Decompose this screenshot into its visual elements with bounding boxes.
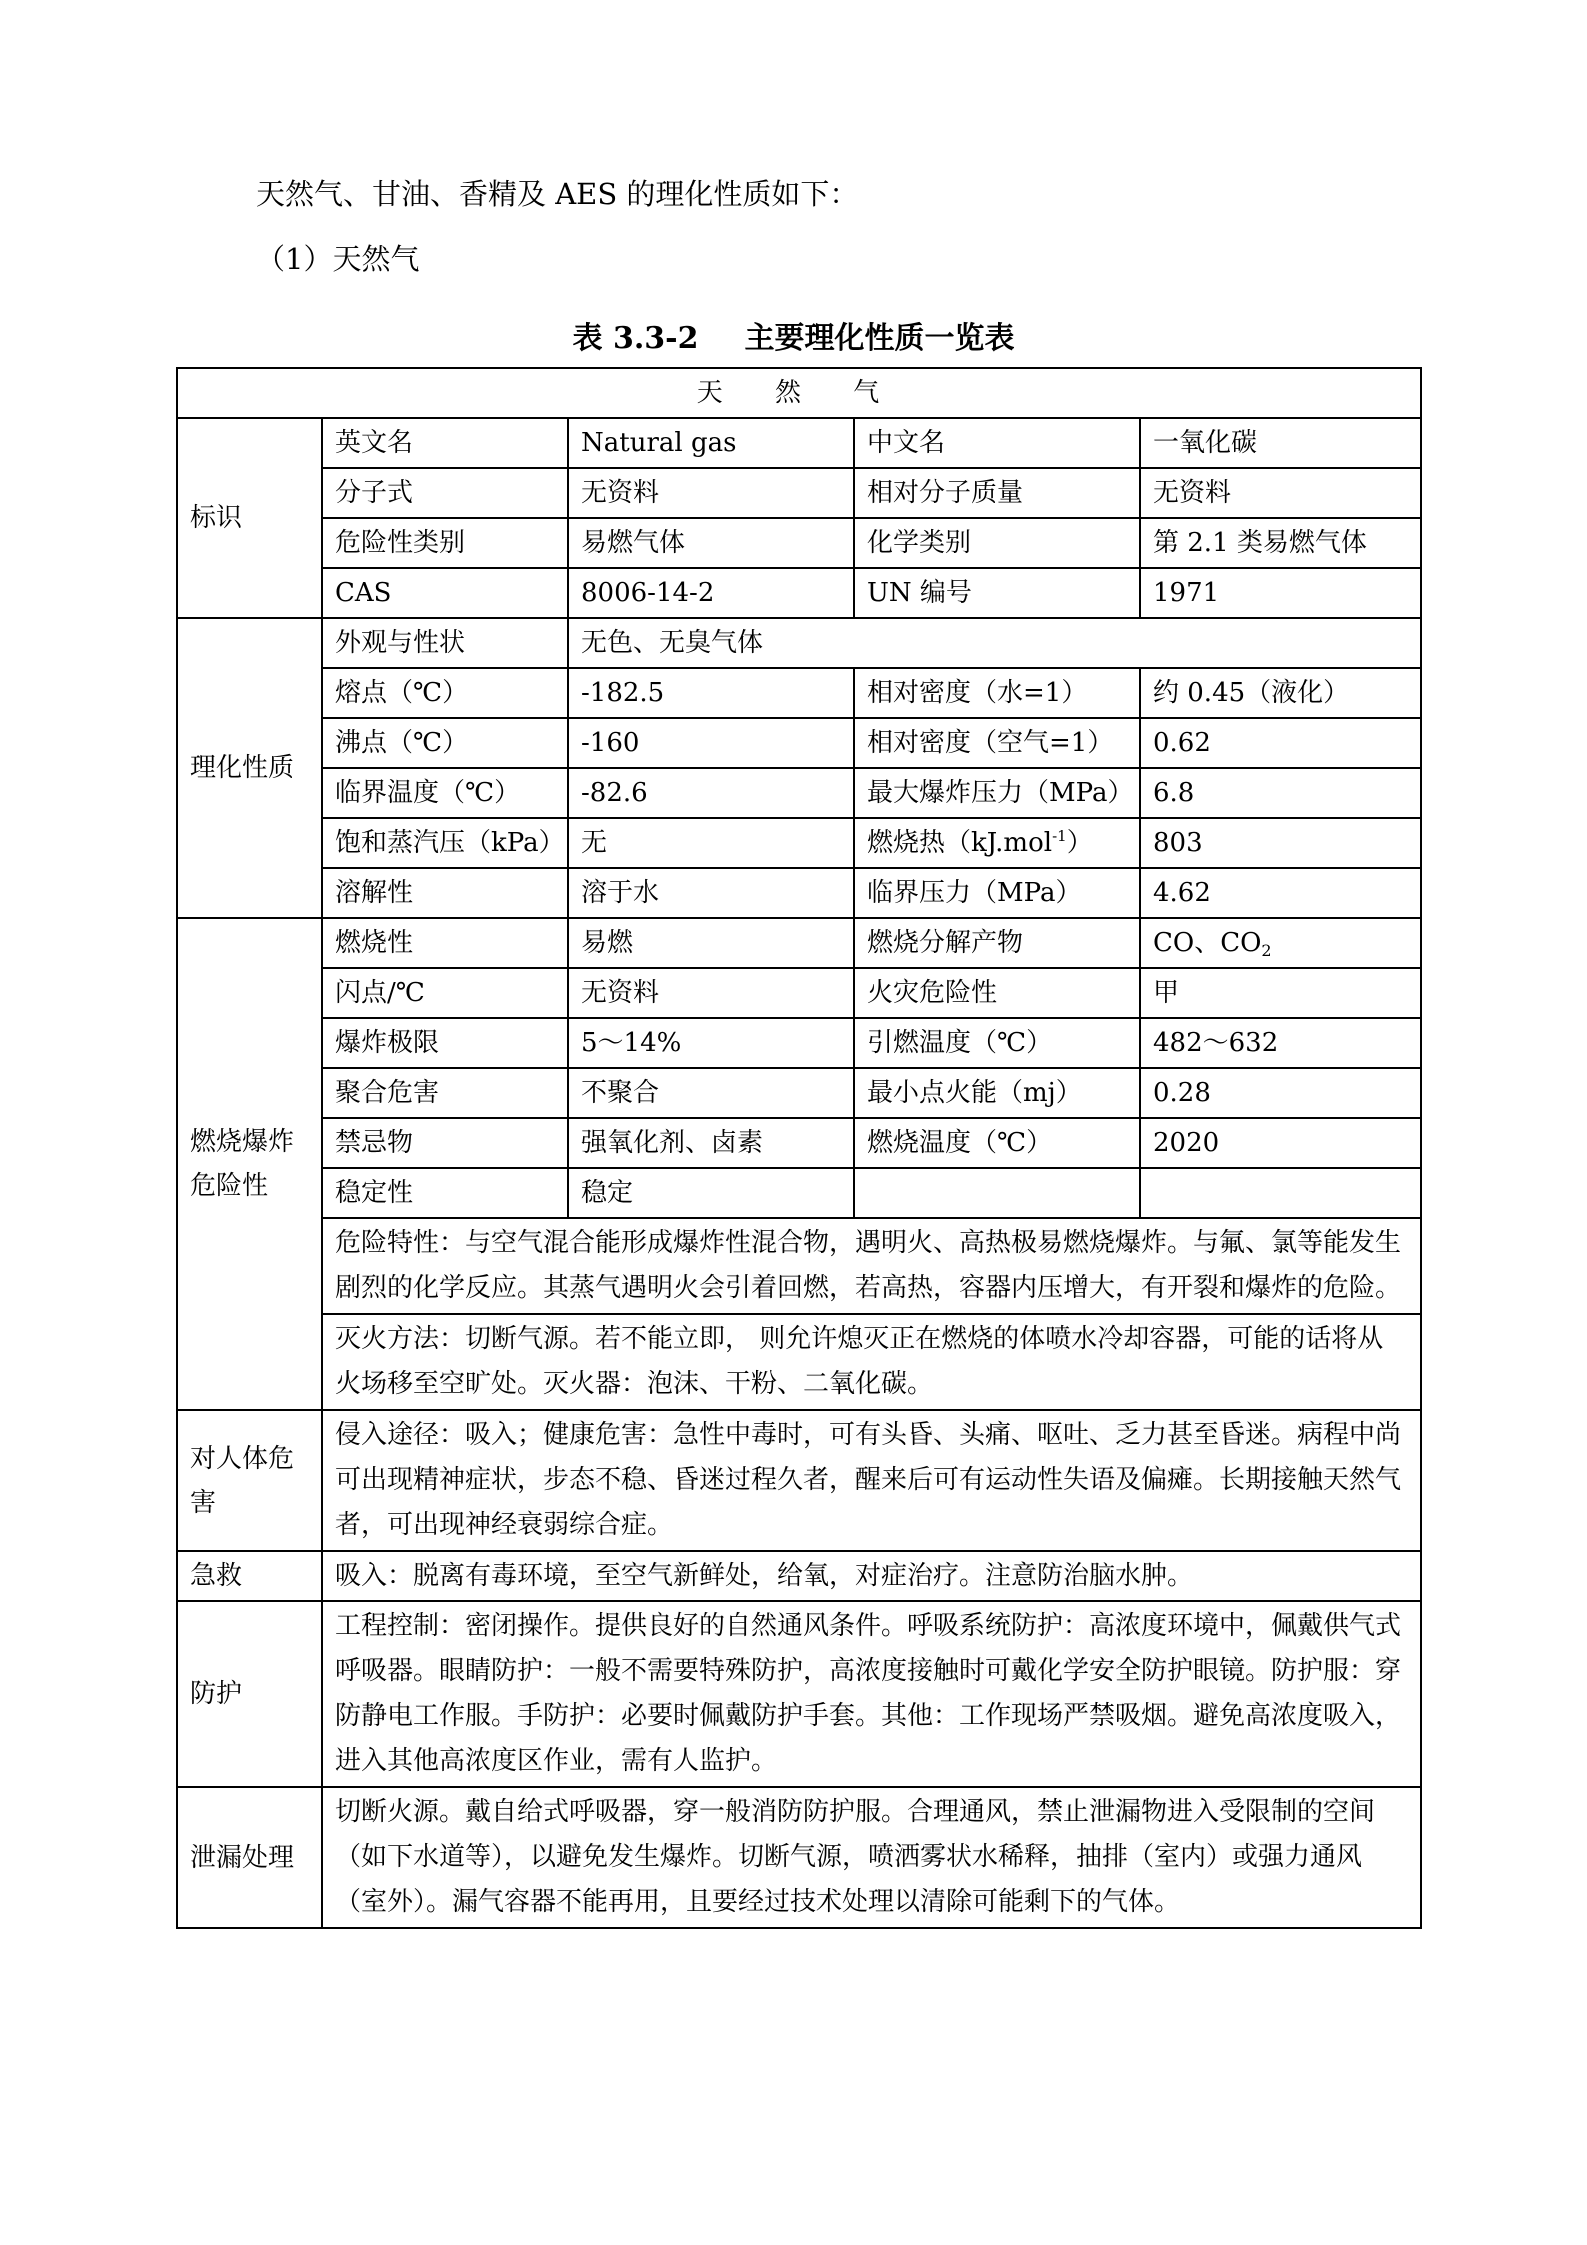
category-protection: 防护	[177, 1601, 322, 1787]
cell-label: 临界压力（MPa）	[854, 868, 1140, 918]
decomp-value-sub: 2	[1261, 941, 1272, 960]
cell-label: 外观与性状	[322, 618, 568, 668]
table-row	[177, 618, 1421, 668]
intro-paragraph: 天然气、甘油、香精及 AES 的理化性质如下：	[256, 177, 859, 211]
cell-label: 分子式	[322, 468, 568, 518]
cell-value: 甲	[1140, 968, 1421, 1018]
table-row	[177, 518, 1421, 568]
cell-label: 化学类别	[854, 518, 1140, 568]
heat-label-prefix: 燃烧热（kJ.mol	[867, 828, 1053, 858]
cell-label: 燃烧性	[322, 918, 568, 968]
table-row	[177, 1314, 1421, 1410]
cell-value: 4.62	[1140, 868, 1421, 918]
table-row	[177, 718, 1421, 768]
table-row	[177, 1118, 1421, 1168]
cell-value: 无色、无臭气体	[568, 618, 1421, 668]
cell-label: 英文名	[322, 418, 568, 468]
cell-label: UN 编号	[854, 568, 1140, 618]
table-row	[177, 1410, 1421, 1551]
cell-label: 中文名	[854, 418, 1140, 468]
table-row	[177, 668, 1421, 718]
cell-label: 危险性类别	[322, 518, 568, 568]
table-row	[177, 1551, 1421, 1601]
cell-label	[854, 818, 1140, 868]
subheading: （1）天然气	[256, 242, 420, 276]
table-row	[177, 468, 1421, 518]
cell-value: 1971	[1140, 568, 1421, 618]
cell-label: 火灾危险性	[854, 968, 1140, 1018]
cell-value: 8006-14-2	[568, 568, 854, 618]
table-row	[177, 1601, 1421, 1787]
category-identification: 标识	[177, 418, 322, 618]
first-aid-text: 吸入：脱离有毒环境，至空气新鲜处，给氧，对症治疗。注意防治脑水肿。	[322, 1551, 1421, 1601]
hazard-properties-text: 危险特性：与空气混合能形成爆炸性混合物，遇明火、高热极易燃烧爆炸。与氟、氯等能发生剧烈的化学反应。其蒸气遇明火会引着回燃，若高热，容器内压增大，有开裂和爆炸的危险。	[322, 1218, 1421, 1314]
category-first-aid: 急救	[177, 1551, 322, 1601]
cell-value: -160	[568, 718, 854, 768]
cell-value: 一氧化碳	[1140, 418, 1421, 468]
cell-label: 相对密度（空气=1）	[854, 718, 1140, 768]
cell-label: 相对密度（水=1）	[854, 668, 1140, 718]
cell-value: Natural gas	[568, 418, 854, 468]
cell-value: 5～14%	[568, 1018, 854, 1068]
cell-value: -182.5	[568, 668, 854, 718]
cell-value: 稳定	[568, 1168, 854, 1218]
table-row	[177, 918, 1421, 968]
cell-label: 引燃温度（℃）	[854, 1018, 1140, 1068]
table-row	[177, 418, 1421, 468]
cell-label: 溶解性	[322, 868, 568, 918]
properties-table	[176, 367, 1422, 1929]
cell-label: 闪点/℃	[322, 968, 568, 1018]
table-row	[177, 1787, 1421, 1928]
empty-cell	[854, 1168, 1140, 1218]
table-caption	[0, 313, 1587, 357]
cell-label: 燃烧分解产物	[854, 918, 1140, 968]
cell-value	[1140, 918, 1421, 968]
extinguishing-method-text: 灭火方法：切断气源。若不能立即， 则允许熄灭正在燃烧的体喷水冷却容器，可能的话将从火场移至空旷处。灭火器：泡沫、干粉、二氧化碳。	[322, 1314, 1421, 1410]
table-row	[177, 1068, 1421, 1118]
cell-value: 803	[1140, 818, 1421, 868]
table-caption-number: 表 3.3-2	[572, 321, 699, 356]
cell-label: 燃烧温度（℃）	[854, 1118, 1140, 1168]
protection-text: 工程控制：密闭操作。提供良好的自然通风条件。呼吸系统防护：高浓度环境中，佩戴供气式呼吸器。眼睛防护：一般不需要特殊防护，高浓度接触时可戴化学安全防护眼镜。防护服：穿防静电工作服。手防护：必要时佩戴防护手套。其他：工作现场严禁吸烟。避免高浓度吸入，进入其他高浓度区作业，需有人监护。	[322, 1601, 1421, 1787]
cell-value: 强氧化剂、卤素	[568, 1118, 854, 1168]
cell-label: 熔点（℃）	[322, 668, 568, 718]
table-row	[177, 868, 1421, 918]
cell-value: 易燃气体	[568, 518, 854, 568]
heat-label-sup: -1	[1052, 827, 1067, 845]
table-row	[177, 768, 1421, 818]
cell-label: 临界温度（℃）	[322, 768, 568, 818]
cell-label: CAS	[322, 568, 568, 618]
cell-value: 约 0.45（液化）	[1140, 668, 1421, 718]
cell-value: 2020	[1140, 1118, 1421, 1168]
category-health: 对人体危害	[177, 1410, 322, 1551]
table-row	[177, 818, 1421, 868]
cell-label: 饱和蒸汽压（kPa）	[322, 818, 568, 868]
cell-label: 沸点（℃）	[322, 718, 568, 768]
cell-value: 无	[568, 818, 854, 868]
table-caption-text: 主要理化性质一览表	[744, 321, 1015, 356]
cell-value: -82.6	[568, 768, 854, 818]
cell-value: 无资料	[1140, 468, 1421, 518]
cell-label: 最大爆炸压力（MPa）	[854, 768, 1140, 818]
health-hazard-text: 侵入途径：吸入；健康危害：急性中毒时，可有头昏、头痛、呕吐、乏力甚至昏迷。病程中尚可出现精神症状，步态不稳、昏迷过程久者，醒来后可有运动性失语及偏瘫。长期接触天然气者，可出现神经衰弱综合症。	[322, 1410, 1421, 1551]
table-row	[177, 568, 1421, 618]
category-leak: 泄漏处理	[177, 1787, 322, 1928]
cell-value: 溶于水	[568, 868, 854, 918]
cell-label: 稳定性	[322, 1168, 568, 1218]
cell-value: 无资料	[568, 968, 854, 1018]
decomp-value-main: CO、CO	[1153, 928, 1262, 958]
cell-value: 无资料	[568, 468, 854, 518]
cell-label: 相对分子质量	[854, 468, 1140, 518]
table-row	[177, 968, 1421, 1018]
table-title: 天 然 气	[177, 368, 1421, 418]
cell-label: 聚合危害	[322, 1068, 568, 1118]
heat-label-suffix: ）	[1066, 828, 1093, 858]
cell-label: 禁忌物	[322, 1118, 568, 1168]
table-row	[177, 1168, 1421, 1218]
leak-handling-text: 切断火源。戴自给式呼吸器，穿一般消防防护服。合理通风，禁止泄漏物进入受限制的空间（如下水道等），以避免发生爆炸。切断气源，喷洒雾状水稀释，抽排（室内）或强力通风（室外）。漏气容器不能再用，且要经过技术处理以清除可能剩下的气体。	[322, 1787, 1421, 1928]
cell-value: 第 2.1 类易燃气体	[1140, 518, 1421, 568]
category-fire: 燃烧爆炸危险性	[177, 918, 322, 1410]
cell-value: 6.8	[1140, 768, 1421, 818]
cell-label: 最小点火能（mj）	[854, 1068, 1140, 1118]
table-row	[177, 1218, 1421, 1314]
table-row	[177, 1018, 1421, 1068]
category-physchem: 理化性质	[177, 618, 322, 918]
cell-value: 0.28	[1140, 1068, 1421, 1118]
cell-value: 482～632	[1140, 1018, 1421, 1068]
cell-value: 0.62	[1140, 718, 1421, 768]
empty-cell	[1140, 1168, 1421, 1218]
cell-label: 爆炸极限	[322, 1018, 568, 1068]
cell-value: 易燃	[568, 918, 854, 968]
cell-value: 不聚合	[568, 1068, 854, 1118]
